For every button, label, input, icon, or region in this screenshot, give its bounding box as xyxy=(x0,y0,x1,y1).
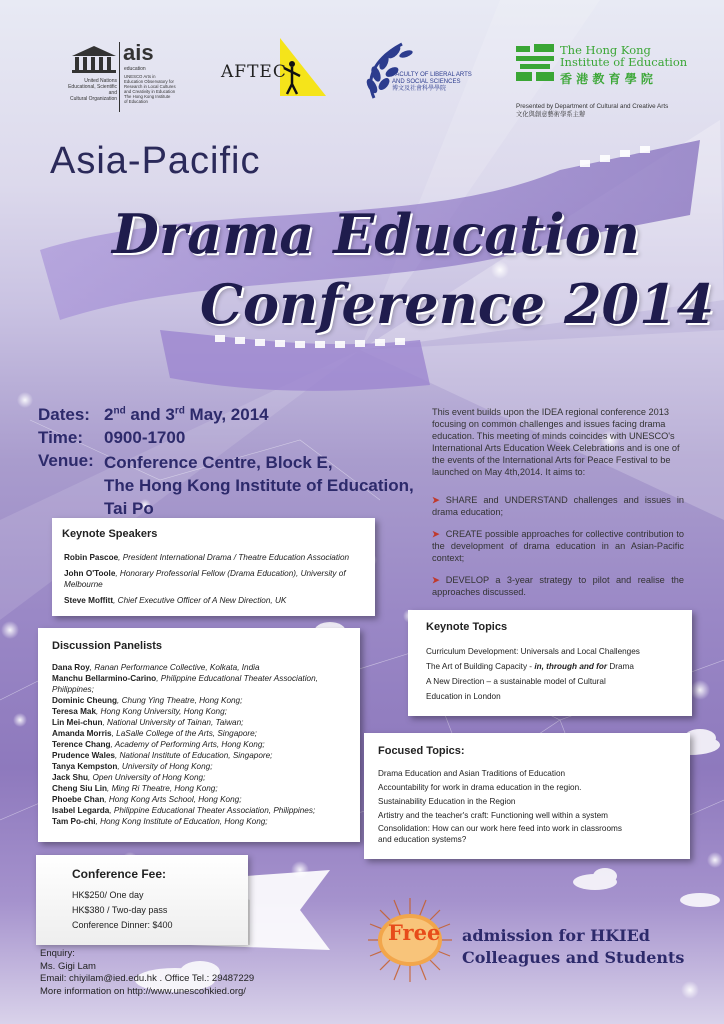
panelist-role: , Hong Kong Arts School, Hong Kong; xyxy=(104,795,242,804)
panelist-role: , Hong Kong Institute of Education, Hong Kong; xyxy=(95,817,268,826)
hkied-name-line: Institute of Education xyxy=(560,55,688,69)
speaker-name: Robin Pascoe xyxy=(64,553,119,562)
panelist-name: Phoebe Chan xyxy=(52,795,105,804)
speaker-role: , Chief Executive Officer of A New Direction, UK xyxy=(113,596,287,605)
keynote-topics-box xyxy=(408,610,692,716)
unesco-logo xyxy=(70,44,118,74)
panelist-item xyxy=(52,750,354,761)
red-arrow-icon: ➤ xyxy=(432,575,440,585)
panelist-item xyxy=(52,794,354,805)
ais-caption-line: UNESCO Arts in xyxy=(124,74,156,79)
panelist-name: Isabel Legarda xyxy=(52,806,110,815)
hkied-name-line: The Hong Kong xyxy=(560,43,651,57)
ais-caption-line: of Education xyxy=(124,99,148,104)
speaker-name: John O'Toole xyxy=(64,569,116,578)
presented-by-line: Presented by Department of Cultural and Creative Arts xyxy=(516,103,669,110)
venue-line: Tai Po xyxy=(104,499,154,518)
panelist-name: Dana Roy xyxy=(52,663,90,672)
date-suffix: nd xyxy=(113,405,126,417)
keynote-speakers-box xyxy=(52,518,375,616)
faculty-chinese: 博文及社會科學學院 xyxy=(392,86,447,92)
panelists-list xyxy=(52,662,354,827)
panelist-role: , National University of Tainan, Taiwan; xyxy=(102,718,244,727)
aftec-logo-text: AFTEC xyxy=(221,62,287,82)
panelist-name: Amanda Morris xyxy=(52,729,112,738)
conference-fee-box xyxy=(36,855,248,945)
hkied-chinese-name: 香 港 教 育 學 院 xyxy=(560,72,653,86)
free-label: Free xyxy=(388,920,441,945)
panelist-role: , Philippine Educational Theater Association, Philippines; xyxy=(52,674,318,694)
ais-caption-line: Research in Local Cultures xyxy=(124,84,176,89)
keynote-topic xyxy=(426,659,688,674)
date-suffix: rd xyxy=(174,405,185,417)
panelist-item xyxy=(52,662,354,673)
unesco-caption xyxy=(62,78,117,102)
speaker-item xyxy=(64,568,368,590)
fee-item: HK$380 / Two-day pass xyxy=(72,905,168,915)
focused-topic: Sustainability Education in the Region xyxy=(378,797,516,806)
speaker-item xyxy=(64,595,368,606)
panelist-item xyxy=(52,673,354,695)
admission-line-2: Colleagues and Students xyxy=(462,948,685,967)
ais-caption-line: The Hong Kong Institute xyxy=(124,94,171,99)
panelist-role: , Hong Kong University, Hong Kong; xyxy=(96,707,227,716)
venue-label: Venue: xyxy=(38,451,94,470)
panelist-role: , Chung Ying Theatre, Hong Kong; xyxy=(117,696,243,705)
focused-topic: Artistry and the teacher's craft: Functioning well within a system xyxy=(378,811,608,820)
panelist-item xyxy=(52,805,354,816)
focused-topic: Drama Education and Asian Traditions of Education xyxy=(378,769,566,778)
faculty-line: AND SOCIAL SCIENCES xyxy=(392,79,461,85)
panelist-item xyxy=(52,717,354,728)
panelist-item xyxy=(52,706,354,717)
panelist-name: Tam Po-chi xyxy=(52,817,96,826)
unesco-caption-line: Educational, Scientific and xyxy=(68,84,117,96)
panelist-role: , Open University of Hong Kong; xyxy=(87,773,206,782)
focused-topics-box xyxy=(364,733,690,859)
ais-caption-line: and Creativity in Education xyxy=(124,89,176,94)
panelist-item xyxy=(52,772,354,783)
time-value: 0900-1700 xyxy=(104,428,186,447)
topic-part: The Art of Building Capacity - xyxy=(426,662,535,671)
topic-emphasis: in, through and for xyxy=(534,662,608,671)
keynote-topic: Curriculum Development: Universals and Local Challenges xyxy=(426,647,640,656)
keynote-topics-heading: Keynote Topics xyxy=(426,621,508,633)
venue-line: Conference Centre, Block E, xyxy=(104,453,333,472)
keynote-speakers-heading: Keynote Speakers xyxy=(62,528,158,540)
panelist-name: Lin Mei-chun xyxy=(52,718,103,727)
speaker-role: , Honorary Professorial Fellow (Drama Education), University of Melbourne xyxy=(64,569,346,589)
ais-caption-line: Education Observatory for xyxy=(124,79,174,84)
date-part: May, 2014 xyxy=(184,405,269,424)
aim-text: SHARE and UNDERSTAND challenges and issues in drama education; xyxy=(432,495,684,517)
title-conference-2014: Conference 2014 xyxy=(200,272,715,336)
focused-topic: and education systems? xyxy=(378,835,467,844)
presented-by-chinese: 文化與創意藝術學系主辦 xyxy=(516,111,586,118)
panelist-name: Dominic Cheung xyxy=(52,696,118,705)
speaker-item xyxy=(64,552,368,563)
panelists-box xyxy=(38,628,360,842)
enquiry-contact: Ms. Gigi Lam xyxy=(40,960,96,972)
panelist-role: , Ranan Performance Collective, Kolkata, India xyxy=(89,663,260,672)
unesco-caption-line: United Nations xyxy=(84,78,117,84)
unesco-temple-icon xyxy=(70,44,118,74)
topic-part: Drama xyxy=(607,662,634,671)
focused-topic: Consolidation: How can our work here feed into work in classrooms xyxy=(378,824,622,833)
fee-heading: Conference Fee: xyxy=(72,867,167,881)
fee-list xyxy=(72,888,173,933)
panelist-role: , LaSalle College of the Arts, Singapore; xyxy=(111,729,257,738)
aim-item xyxy=(432,494,684,518)
enquiry-label: Enquiry: xyxy=(40,948,75,959)
fee-item: Conference Dinner: $400 xyxy=(72,920,173,930)
keynote-topic: A New Direction – a sustainable model of Cultural xyxy=(426,677,606,686)
venue-line: The Hong Kong Institute of Education, xyxy=(104,476,414,495)
enquiry-block xyxy=(40,948,254,998)
aim-item xyxy=(432,528,684,564)
faculty-logo-text xyxy=(392,72,472,93)
panelist-item xyxy=(52,783,354,794)
panelist-name: Tanya Kempston xyxy=(52,762,118,771)
red-arrow-icon: ➤ xyxy=(432,529,440,539)
panelist-name: Prudence Wales xyxy=(52,751,115,760)
aim-item xyxy=(432,574,684,598)
title-asia-pacific: Asia-Pacific xyxy=(50,140,261,182)
panelist-name: Teresa Mak xyxy=(52,707,96,716)
hkied-emblem-icon xyxy=(514,42,556,84)
keynote-topic: Education in London xyxy=(426,692,501,701)
time-label: Time: xyxy=(38,428,84,447)
date-part: and 3 xyxy=(125,405,175,424)
panelist-role: , Academy of Performing Arts, Hong Kong; xyxy=(110,740,265,749)
panelist-item xyxy=(52,728,354,739)
intro-paragraph: This event builds upon the IDEA regional conference 2013 focusing on common challenges and issues facing drama education. This meeting of minds coincides with UNESCO's International Arts Education Week Celebrations and is one of the events of the International Arts for Peace Festival to be launched on May 4th,2014. It aims to: xyxy=(432,407,680,477)
panelist-name: Manchu Bellarmino-Carino xyxy=(52,674,157,683)
panelist-name: Terence Chang xyxy=(52,740,111,749)
focused-topic: Accountability for work in drama education in the region. xyxy=(378,783,582,792)
panelist-item xyxy=(52,695,354,706)
focused-topics-list xyxy=(378,767,684,845)
title-drama-education: Drama Education xyxy=(112,202,640,266)
logo-divider xyxy=(119,42,120,112)
faculty-line: FACULTY OF LIBERAL ARTS xyxy=(392,72,472,78)
date-part: 2 xyxy=(104,405,114,424)
panelist-name: Cheng Siu Lin xyxy=(52,784,108,793)
panelist-role: , Philippine Educational Theater Association, Philippines; xyxy=(109,806,316,815)
panelist-role: , University of Hong Kong; xyxy=(117,762,213,771)
panelist-name: Jack Shu xyxy=(52,773,88,782)
enquiry-email: Email: chiyilam@ied.edu.hk . Office Tel.: 29487229 xyxy=(40,973,255,984)
panelist-item xyxy=(52,739,354,750)
dates-label: Dates: xyxy=(38,405,90,424)
focused-topics-heading: Focused Topics: xyxy=(378,745,465,757)
aim-text: CREATE possible approaches for collective contribution to the development of drama education in an Asian-Pacific context; xyxy=(432,529,684,563)
presented-by xyxy=(516,103,668,119)
admission-line-1: admission for HKIEd xyxy=(462,926,650,945)
ais-caption xyxy=(124,74,194,104)
hkied-logo-name xyxy=(560,44,687,68)
red-arrow-icon: ➤ xyxy=(432,495,440,505)
panelist-role: , National Institute of Education, Singapore; xyxy=(114,751,273,760)
fee-item: HK$250/ One day xyxy=(72,890,144,900)
unesco-caption-line: Cultural Organization xyxy=(70,96,117,102)
panelist-item xyxy=(52,761,354,772)
venue-value xyxy=(104,451,414,520)
speaker-role: , President International Drama / Theatre Education Association xyxy=(118,553,350,562)
enquiry-website: More information on http://www.unescohkied.org/ xyxy=(40,985,246,997)
ais-subtitle: education xyxy=(124,66,146,72)
dates-value xyxy=(104,405,269,425)
speaker-name: Steve Moffitt xyxy=(64,596,114,605)
aim-text: DEVELOP a 3-year strategy to pilot and realise the approaches discussed. xyxy=(432,575,684,597)
ais-logo: ais xyxy=(123,40,154,65)
panelist-role: , Ming Ri Theatre, Hong Kong; xyxy=(107,784,218,793)
panelists-heading: Discussion Panelists xyxy=(52,640,163,652)
keynote-topics-list xyxy=(426,644,688,704)
panelist-item xyxy=(52,816,354,827)
